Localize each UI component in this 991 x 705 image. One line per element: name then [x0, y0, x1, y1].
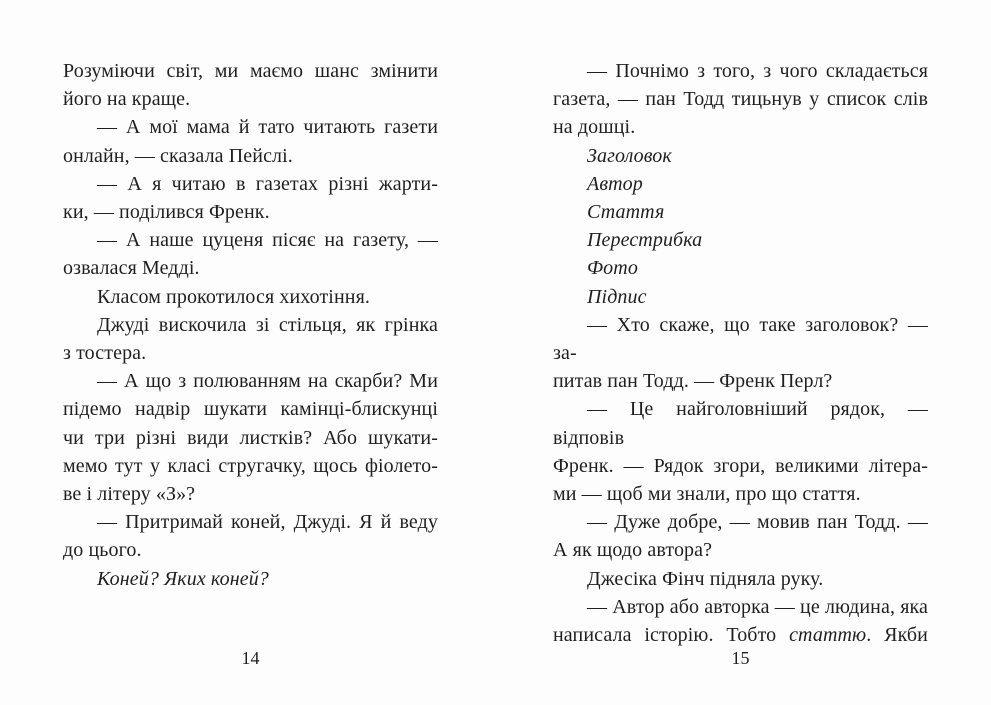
text-segment: онлайн, — сказала Пейслі.: [63, 144, 293, 167]
text-segment: — Хто скаже, що таке заголовок? — за-: [553, 313, 928, 365]
text-line: [63, 85, 438, 113]
text-segment: з тостера.: [63, 342, 147, 365]
text-line: [553, 226, 928, 254]
text-segment: . Якби: [866, 624, 928, 647]
text-line: [553, 283, 928, 311]
text-segment: газета, — пан Тодд тицьнув у список слів: [553, 88, 928, 111]
italic-text: Підпис: [587, 285, 647, 308]
text-line: [63, 424, 438, 452]
text-segment: Джесіка Фінч підняла руку.: [587, 567, 824, 590]
text-line: [553, 367, 928, 395]
text-line: [63, 57, 438, 85]
text-segment: питав пан Тодд. — Френк Перл?: [553, 370, 833, 393]
text-line: [63, 113, 438, 141]
text-line: [63, 395, 438, 423]
text-segment: Джуді вискочила зі стільця, як грінка: [97, 313, 438, 336]
text-segment: Розуміючи світ, ми маємо шанс змінити: [63, 60, 438, 82]
text-line: [63, 311, 438, 339]
text-line: [553, 311, 928, 367]
text-segment: до цього.: [63, 539, 142, 562]
text-line: [63, 367, 438, 395]
page-right-text: [553, 57, 928, 649]
text-line: [63, 170, 438, 198]
text-segment: — Дуже добре, — мовив пан Тодд. —: [587, 511, 928, 534]
text-segment: на дошці.: [553, 116, 636, 139]
text-line: [553, 85, 928, 113]
italic-text: Перестрибка: [587, 229, 703, 252]
text-line: [553, 395, 928, 451]
page-right: [495, 0, 991, 705]
text-line: [553, 621, 928, 649]
text-segment: — Почнімо з того, з чого складається: [587, 60, 928, 82]
text-line: [63, 480, 438, 508]
text-segment: — Притримай коней, Джуді. Я й веду: [97, 511, 438, 534]
italic-text: Автор: [587, 172, 643, 195]
text-line: [553, 593, 928, 621]
text-segment: — А я читаю в газетах різні жарти-: [97, 172, 438, 195]
text-line: [63, 226, 438, 254]
text-segment: ки, — поділився Френк.: [63, 201, 270, 224]
text-line: [553, 198, 928, 226]
italic-text: Коней? Яких коней?: [97, 567, 269, 590]
text-segment: чи три різні види листків? Або шукати-: [63, 426, 438, 449]
italic-text: Фото: [587, 257, 638, 280]
text-line: [553, 565, 928, 593]
text-line: [553, 113, 928, 141]
italic-text: Заголовок: [587, 144, 672, 167]
text-line: [63, 198, 438, 226]
text-line: [553, 536, 928, 564]
text-segment: ми — щоб ми знали, про що стаття.: [553, 483, 861, 506]
text-line: [63, 339, 438, 367]
text-line: [63, 254, 438, 282]
text-segment: мемо тут у класі стругачку, щось фіолето-: [63, 454, 438, 477]
text-segment: — А мої мама й тато читають газети: [97, 116, 438, 139]
text-segment: А як щодо автора?: [553, 539, 713, 562]
text-segment: підемо надвір шукати камінці-блискунці: [63, 398, 438, 421]
text-line: [553, 170, 928, 198]
text-segment: — А що з полюванням на скарби? Ми: [97, 370, 438, 393]
text-segment: його на краще.: [63, 88, 191, 111]
italic-text: Стаття: [587, 201, 665, 224]
text-segment: — Це найголовніший рядок, — відповів: [553, 398, 928, 449]
text-line: [553, 254, 928, 282]
page-left-text: [63, 57, 438, 593]
text-line: [553, 142, 928, 170]
text-segment: Френк. — Рядок згори, великими літера-: [553, 454, 928, 477]
italic-text: статтю: [789, 624, 867, 647]
page-left: [0, 0, 495, 705]
text-line: [63, 142, 438, 170]
text-segment: — А наше цуценя пісяє на газету, —: [97, 229, 438, 252]
text-segment: озвалася Медді.: [63, 257, 200, 280]
text-line: [553, 452, 928, 480]
page-number-left: 14: [241, 648, 260, 668]
text-line: [553, 480, 928, 508]
text-line: [63, 508, 438, 536]
text-line: [553, 508, 928, 536]
text-line: [63, 536, 438, 564]
text-segment: написала історію. Тобто: [553, 624, 790, 647]
page-number-right: 15: [731, 648, 750, 668]
text-line: [63, 565, 438, 593]
text-line: [63, 452, 438, 480]
text-line: [63, 283, 438, 311]
text-line: [553, 57, 928, 85]
text-segment: — Автор або авторка — це людина, яка: [587, 595, 928, 618]
text-segment: ве і літеру «З»?: [63, 483, 196, 506]
text-segment: Класом прокотилося хихотіння.: [97, 285, 370, 308]
